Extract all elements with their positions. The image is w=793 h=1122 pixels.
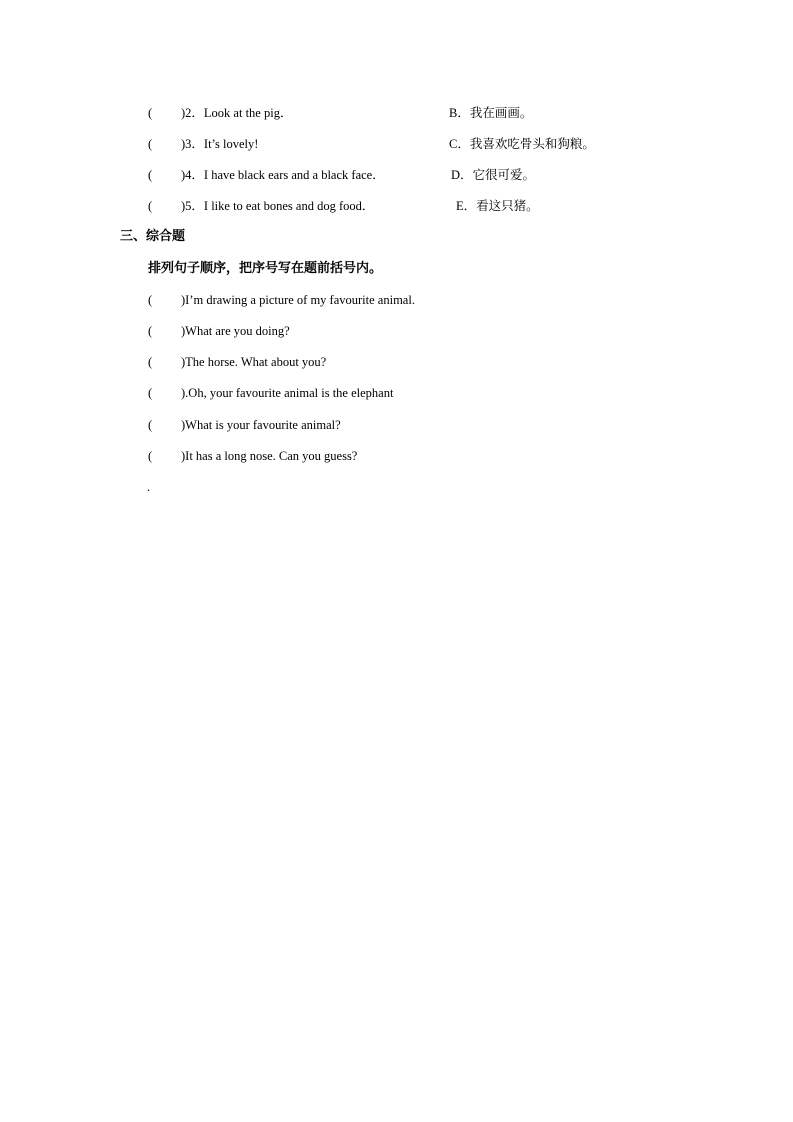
answer-bracket-open: ( (148, 168, 153, 182)
option-text: D．它很可爱。 (451, 168, 536, 182)
option-text: B．我在画画。 (449, 106, 533, 120)
trailing-period: . (147, 480, 151, 494)
answer-bracket-open: ( (148, 386, 153, 400)
option-text: C．我喜欢吃骨头和狗粮。 (449, 137, 595, 151)
sentence-text: ).Oh, your favourite animal is the elephant (181, 386, 394, 400)
option-text: E．看这只猪。 (456, 199, 539, 213)
question-text: )5．I like to eat bones and dog food． (181, 199, 375, 213)
sentence-text: )It has a long nose. Can you guess? (181, 449, 358, 463)
question-text: )4．I have black ears and a black face． (181, 168, 385, 182)
question-text: )2．Look at the pig． (181, 106, 293, 120)
sentence-text: )What are you doing? (181, 324, 290, 338)
section-instruction: 排列句子顺序，把序号写在题前括号内。 (148, 261, 383, 276)
answer-bracket-open: ( (148, 199, 153, 213)
answer-bracket-open: ( (148, 293, 153, 307)
answer-bracket-open: ( (148, 137, 153, 151)
answer-bracket-open: ( (148, 449, 153, 463)
answer-bracket-open: ( (148, 324, 153, 338)
sentence-text: )The horse. What about you? (181, 355, 327, 369)
question-text: )3．It’s lovely! (181, 137, 259, 151)
answer-bracket-open: ( (148, 106, 153, 120)
answer-bracket-open: ( (148, 355, 153, 369)
sentence-text: )What is your favourite animal? (181, 418, 341, 432)
answer-bracket-open: ( (148, 418, 153, 432)
sentence-text: )I’m drawing a picture of my favourite animal. (181, 293, 415, 307)
section-heading: 三、综合题 (120, 229, 186, 244)
